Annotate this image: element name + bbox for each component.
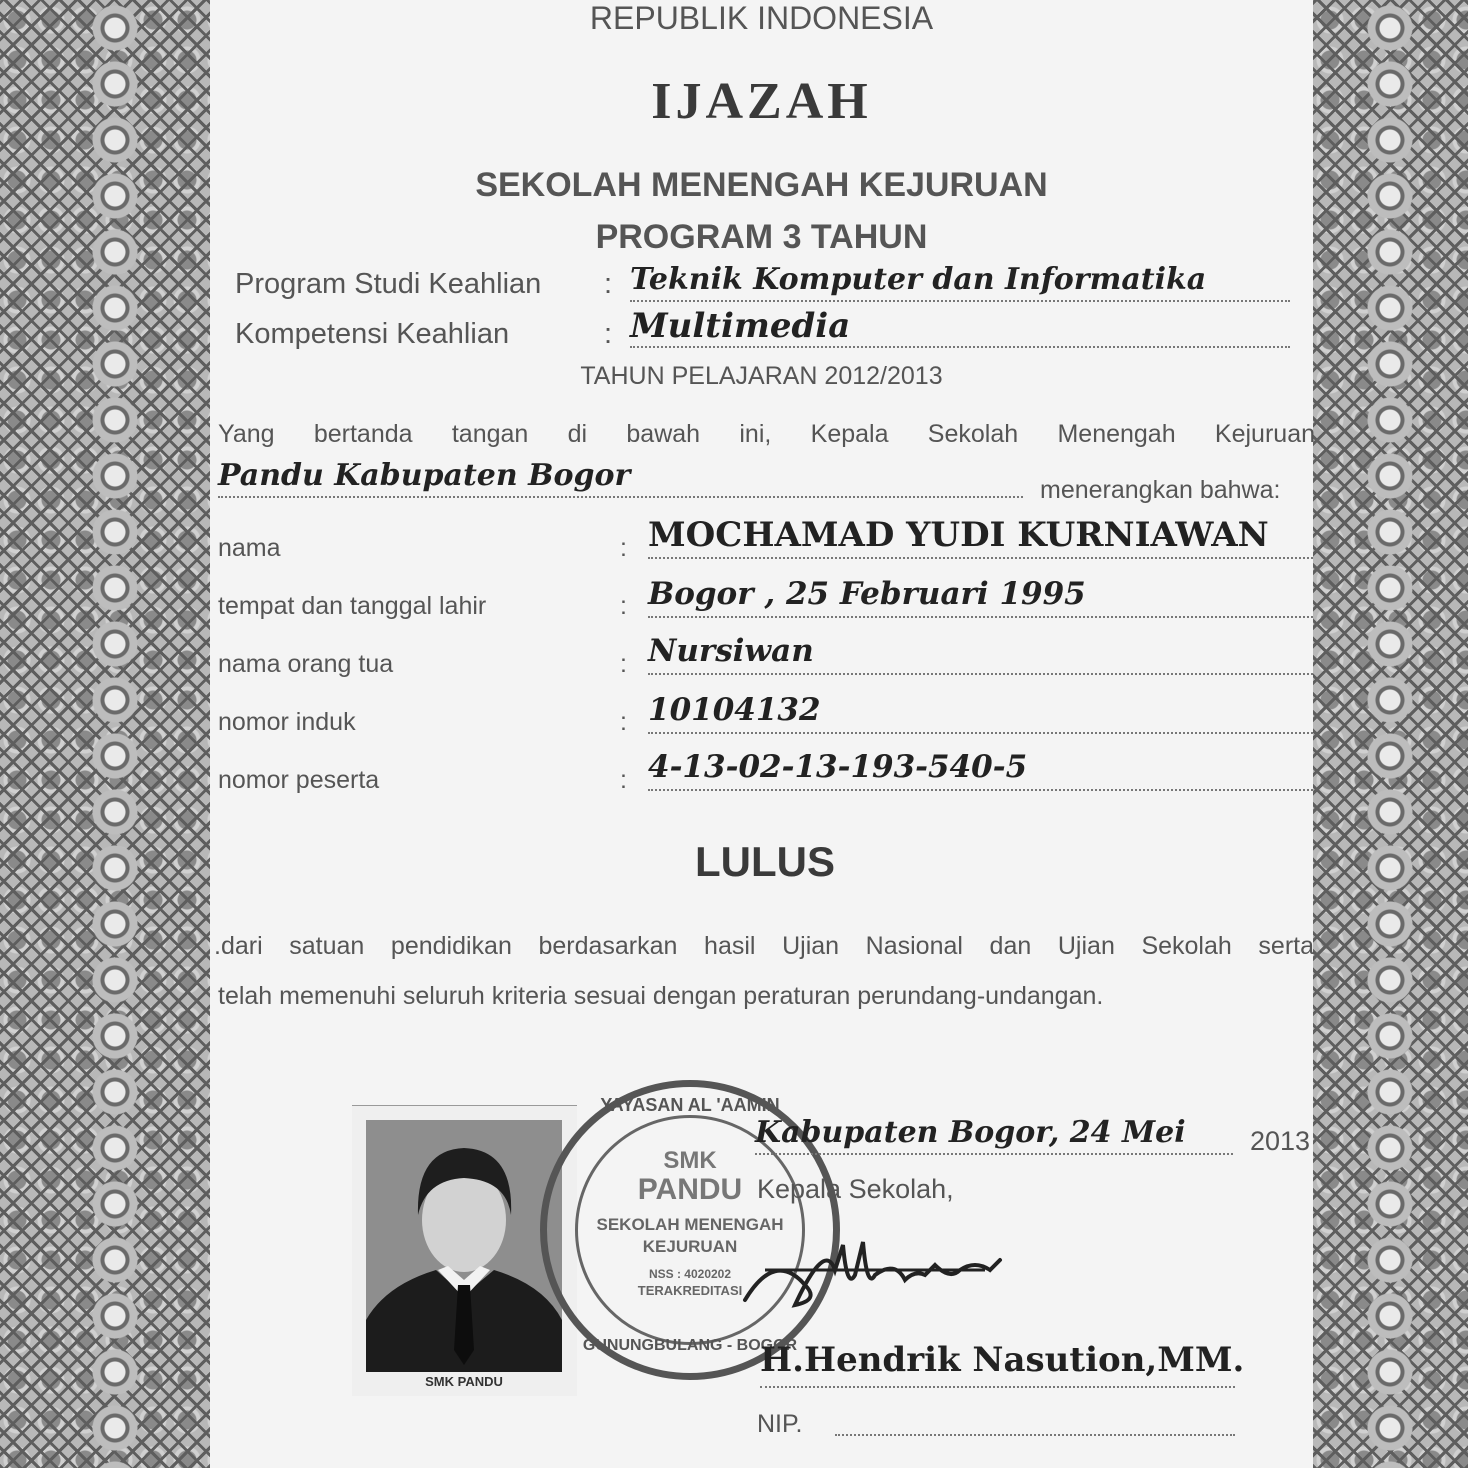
signature-year: 2013 <box>1250 1126 1311 1156</box>
field-label-birth: tempat dan tanggal lahir <box>218 592 487 620</box>
program-heading: PROGRAM 3 TAHUN <box>595 218 928 256</box>
field-value-name: MOCHAMAD YUDI KURNIAWAN <box>648 515 1313 559</box>
colon: : <box>620 592 627 620</box>
field-label-student-number: nomor induk <box>218 708 356 736</box>
signature-role: Kepala Sekolah, <box>757 1174 954 1204</box>
ornamental-border-left <box>0 0 210 1468</box>
program-study-value: Teknik Komputer dan Informatika <box>630 262 1290 302</box>
body-line-1: .dari satuan pendidikan berdasarkan hasil Ujian Nasional dan Ujian Sekolah serta <box>214 932 1314 960</box>
program-study-label: Program Studi Keahlian <box>235 268 542 300</box>
colon: : <box>604 268 613 300</box>
signatory-name: H.Hendrik Nasution,MM. <box>760 1340 1235 1388</box>
colon: : <box>604 318 613 350</box>
competence-label: Kompetensi Keahlian <box>235 318 510 350</box>
statement-suffix: menerangkan bahwa: <box>1040 476 1281 504</box>
field-value-birth: Bogor , 25 Februari 1995 <box>648 576 1313 618</box>
field-label-parent: nama orang tua <box>218 650 394 678</box>
nip-label: NIP. <box>757 1410 803 1438</box>
academic-year: TAHUN PELAJARAN 2012/2013 <box>580 362 943 390</box>
country-heading: REPUBLIK INDONESIA <box>589 0 934 36</box>
school-stamp: YAYASAN AL 'AAMIN SMK PANDU SEKOLAH MENENGAH KEJURUAN NSS : 4020202 TERAKREDITASI GUNUNGBULANG - BOGOR <box>540 1080 840 1380</box>
colon: : <box>620 766 627 794</box>
colon: : <box>620 534 627 562</box>
colon: : <box>620 650 627 678</box>
field-value-student-number: 10104132 <box>648 692 1313 734</box>
student-photo <box>366 1120 562 1372</box>
body-line-2: telah memenuhi seluruh kriteria sesuai dengan peraturan perundang-undangan. <box>218 982 1104 1010</box>
field-label-participant-number: nomor peserta <box>218 766 380 794</box>
photo-caption: SMK PANDU <box>425 1374 503 1389</box>
ornamental-border-right <box>1313 0 1468 1468</box>
field-label-name: nama <box>218 534 281 562</box>
colon: : <box>620 708 627 736</box>
signature-place-date: Kabupaten Bogor, 24 Mei <box>755 1115 1233 1155</box>
competence-value: Multimedia <box>630 306 1290 348</box>
result-heading: LULUS <box>695 838 835 885</box>
handwritten-signature <box>735 1230 1015 1320</box>
school-type-heading: SEKOLAH MENENGAH KEJURUAN <box>475 166 1048 204</box>
document-title: IJAZAH <box>651 73 872 130</box>
statement-intro: Yang bertanda tangan di bawah ini, Kepala Sekolah Menengah Kejuruan <box>218 420 1315 448</box>
field-value-participant-number: 4-13-02-13-193-540-5 <box>648 749 1313 791</box>
field-value-parent: Nursiwan <box>648 633 1313 675</box>
school-name: Pandu Kabupaten Bogor <box>218 458 1023 498</box>
nip-line <box>835 1420 1235 1436</box>
